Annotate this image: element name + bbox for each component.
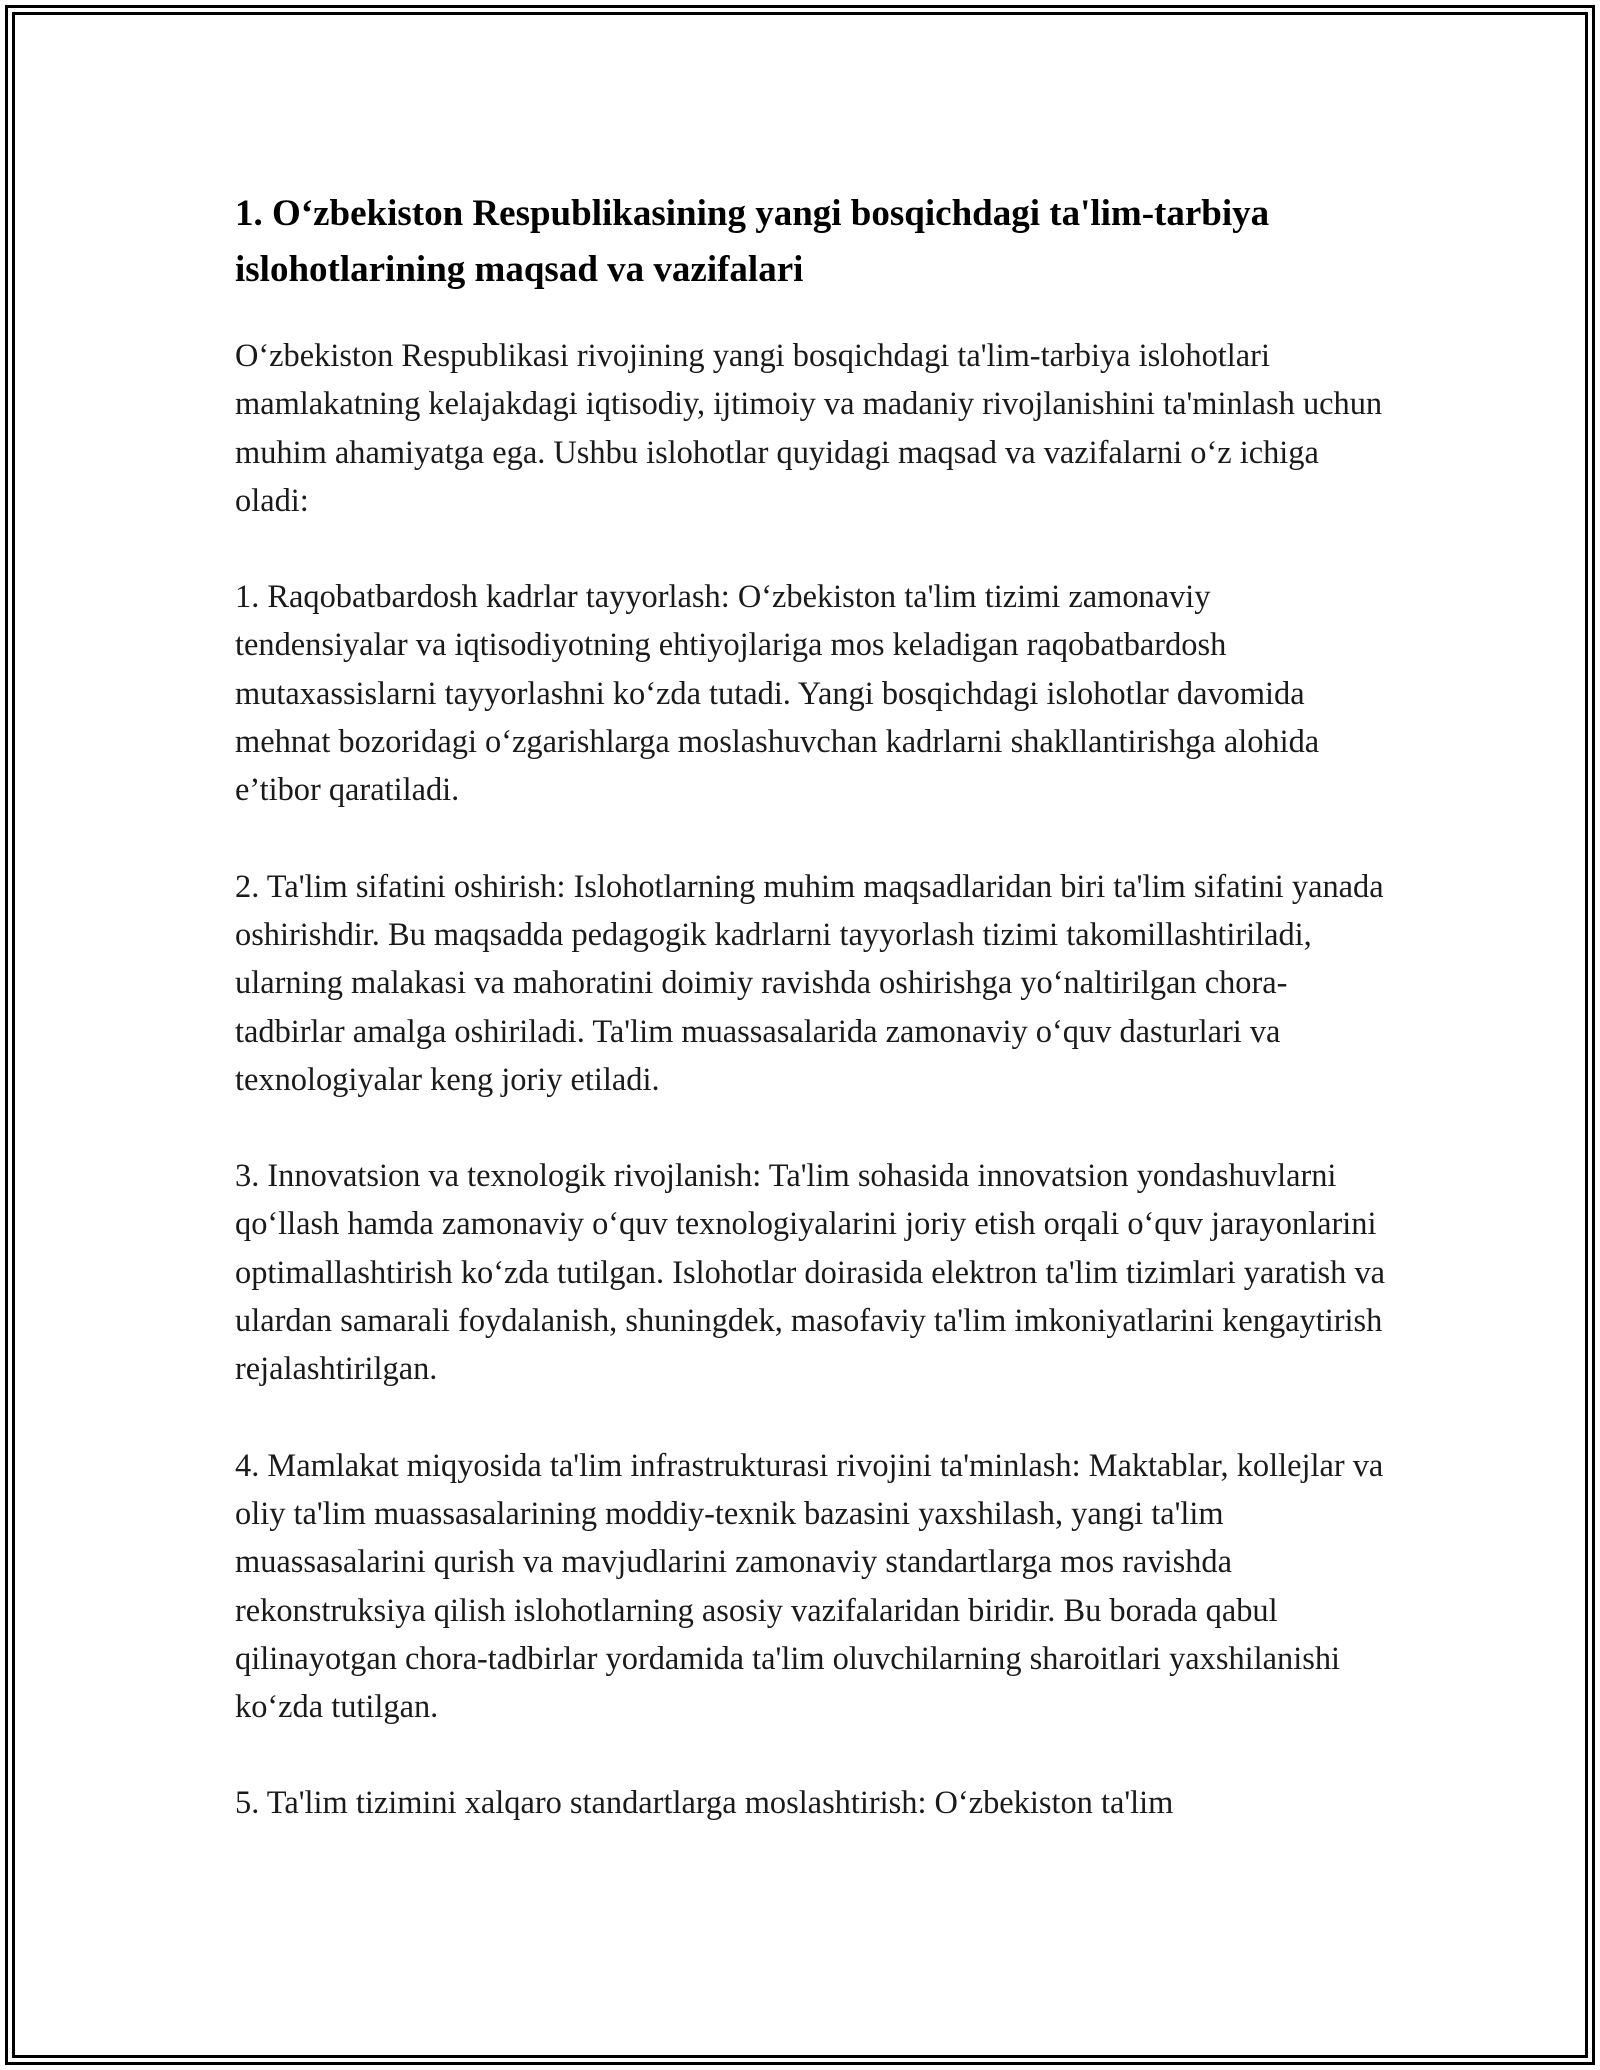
paragraph-education-quality: 2. Ta'lim sifatini oshirish: Islohotlarning muhim maqsadlaridan biri ta'lim sifatini yanada oshirishdir. Bu maqsadda pedagogik kadrlarni tayyorlash tizimi takomillashtiriladi, ularning malakasi va mahoratini doimiy ravishda oshirishga yo‘naltirilgan chora-tadbirlar amalga oshiriladi. Ta'lim muassasalarida zamonaviy o‘quv dasturlari va texnologiyalar keng joriy etiladi. (235, 868, 1384, 1098)
document-title: 1. O‘zbekiston Respublikasining yangi bosqichdagi ta'lim-tarbiya islohotlarining maqsad va vazifalari (235, 193, 1270, 290)
paragraph-infrastructure: 4. Mamlakat miqyosida ta'lim infrastrukturasi rivojini ta'minlash: Maktablar, kollejlar va oliy ta'lim muassasalarining moddiy-texnik bazasini yaxshilash, yangi ta'lim muassasalarini qurish va mavjudlarini zamonaviy standartlarga mos ravishda rekonstruksiya qilish islohotlarning asosiy vazifalaridan biridir. Bu borada qabul qilinayotgan chora-tadbirlar yordamida ta'lim oluvchilarning sharoitlari yaxshilanishi ko‘zda tutilgan. (235, 1447, 1384, 1726)
paragraph-competitive-personnel: 1. Raqobatbardosh kadrlar tayyorlash: O‘zbekiston ta'lim tizimi zamonaviy tendensiyalar va iqtisodiyotning ehtiyojlariga mos keladigan raqobatbardosh mutaxassislarni tayyorlashni ko‘zda tutadi. Yangi bosqichdagi islohotlar davomida mehnat bozoridagi o‘zgarishlarga moslashuvchan kadrlarni shakllantirishga alohida e’tibor qaratiladi. (235, 579, 1320, 809)
paragraph-international-standards: 5. Ta'lim tizimini xalqaro standartlarga moslashtirish: O‘zbekiston ta'lim (235, 1785, 1174, 1822)
intro-paragraph: O‘zbekiston Respublikasi rivojining yangi bosqichdagi ta'lim-tarbiya islohotlari mamlakatning kelajakdagi iqtisodiy, ijtimoiy va madaniy rivojlanishini ta'minlash uchun muhim ahamiyatga ega. Ushbu islohotlar quyidagi maqsad va vazifalarni o‘z ichiga oladi: (235, 338, 1383, 519)
paragraph-innovation-technology: 3. Innovatsion va texnologik rivojlanish: Ta'lim sohasida innovatsion yondashuvlarni qo‘llash hamda zamonaviy o‘quv texnologiyalarini joriy etish orqali o‘quv jarayonlarini optimallashtirish ko‘zda tutilgan. Islohotlar doirasida elektron ta'lim tizimlari yaratish va ulardan samarali foydalanish, shuningdek, masofaviy ta'lim imkoniyatlarini kengaytirish rejalashtirilgan. (235, 1158, 1386, 1388)
document-body (235, 186, 1385, 1876)
